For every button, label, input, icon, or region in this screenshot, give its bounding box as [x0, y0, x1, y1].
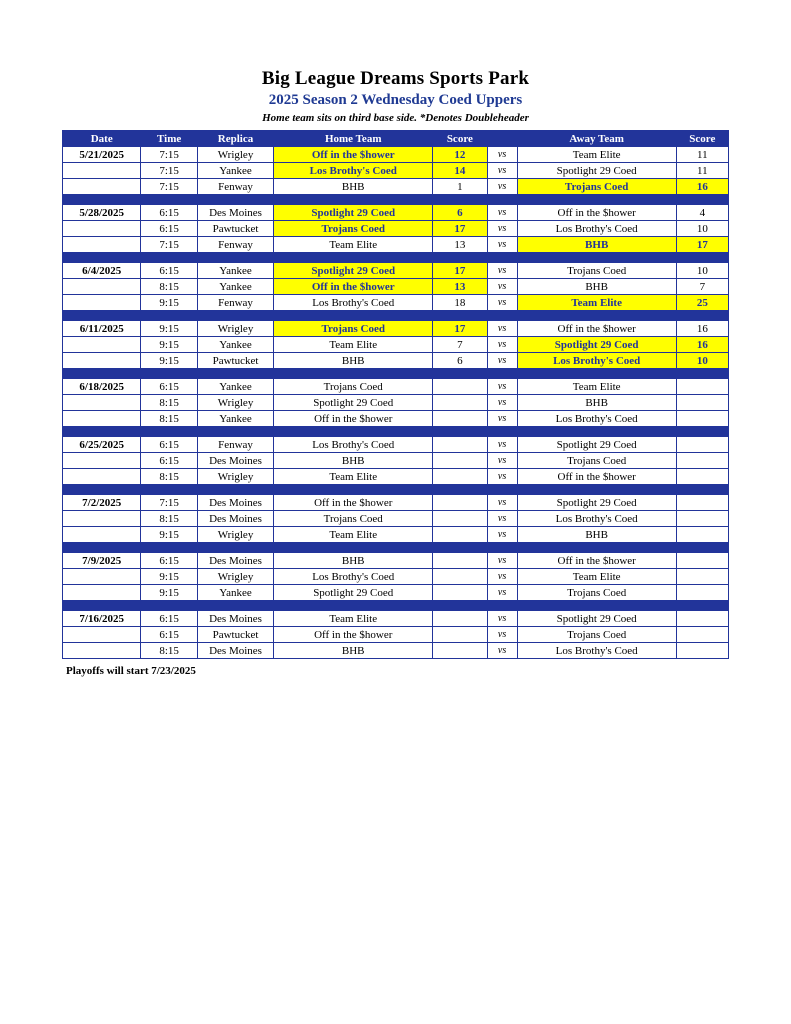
- cell-away-score: [676, 379, 728, 395]
- week-separator-bar: [63, 427, 729, 437]
- table-row: [63, 395, 729, 411]
- cell-away-team: Spotlight 29 Coed: [517, 337, 676, 353]
- cell-replica: Wrigley: [197, 469, 273, 485]
- cell-vs: vs: [487, 469, 517, 485]
- table-row: [63, 453, 729, 469]
- table-row: [63, 627, 729, 643]
- cell-away-score: 16: [676, 321, 728, 337]
- page-title: Big League Dreams Sports Park: [261, 68, 530, 89]
- cell-time: 6:15: [141, 627, 197, 643]
- cell-away-score: [676, 395, 728, 411]
- cell-vs: vs: [487, 221, 517, 237]
- cell-home-team: BHB: [274, 643, 433, 659]
- cell-time: 6:15: [141, 611, 197, 627]
- schedule-table: [62, 130, 729, 659]
- cell-date: 7/16/2025: [63, 611, 141, 627]
- cell-replica: Wrigley: [197, 527, 273, 543]
- cell-away-score: 10: [676, 353, 728, 369]
- cell-time: 9:15: [141, 321, 197, 337]
- cell-date: [63, 237, 141, 253]
- cell-home-team: Team Elite: [274, 337, 433, 353]
- cell-home-team: Team Elite: [274, 611, 433, 627]
- cell-home-score: [433, 569, 487, 585]
- cell-home-team: Off in the $hower: [274, 495, 433, 511]
- cell-away-team: Off in the $hower: [517, 469, 676, 485]
- table-row: [63, 553, 729, 569]
- cell-away-team: Los Brothy's Coed: [517, 643, 676, 659]
- cell-away-team: Trojans Coed: [517, 453, 676, 469]
- cell-replica: Des Moines: [197, 553, 273, 569]
- cell-home-score: [433, 379, 487, 395]
- cell-home-team: BHB: [274, 179, 433, 195]
- cell-home-score: [433, 527, 487, 543]
- cell-home-score: [433, 627, 487, 643]
- cell-away-score: [676, 511, 728, 527]
- cell-away-score: 11: [676, 147, 728, 163]
- cell-replica: Wrigley: [197, 321, 273, 337]
- table-body: [63, 147, 729, 659]
- table-row: [63, 379, 729, 395]
- table-row: [63, 337, 729, 353]
- cell-date: [63, 411, 141, 427]
- table-row: [63, 221, 729, 237]
- cell-vs: vs: [487, 437, 517, 453]
- cell-away-team: Spotlight 29 Coed: [517, 437, 676, 453]
- cell-time: 8:15: [141, 411, 197, 427]
- cell-away-score: [676, 569, 728, 585]
- cell-away-team: BHB: [517, 279, 676, 295]
- table-row: [63, 295, 729, 311]
- week-separator-bar: [63, 311, 729, 321]
- table-row: [63, 527, 729, 543]
- cell-home-score: 1: [433, 179, 487, 195]
- cell-time: 7:15: [141, 179, 197, 195]
- cell-replica: Pawtucket: [197, 221, 273, 237]
- cell-home-team: BHB: [274, 353, 433, 369]
- cell-vs: vs: [487, 453, 517, 469]
- cell-time: 9:15: [141, 585, 197, 601]
- cell-home-score: 6: [433, 205, 487, 221]
- cell-home-score: [433, 553, 487, 569]
- cell-home-team: Spotlight 29 Coed: [274, 205, 433, 221]
- column-header-replica: Replica: [197, 131, 273, 147]
- week-separator: [63, 543, 729, 553]
- cell-replica: Fenway: [197, 237, 273, 253]
- cell-home-score: 13: [433, 279, 487, 295]
- cell-home-score: 7: [433, 337, 487, 353]
- cell-time: 9:15: [141, 353, 197, 369]
- cell-time: 8:15: [141, 511, 197, 527]
- cell-home-score: [433, 395, 487, 411]
- table-row: [63, 179, 729, 195]
- cell-away-score: 10: [676, 263, 728, 279]
- cell-home-score: 17: [433, 221, 487, 237]
- cell-home-team: Spotlight 29 Coed: [274, 263, 433, 279]
- cell-vs: vs: [487, 553, 517, 569]
- cell-time: 6:15: [141, 263, 197, 279]
- cell-time: 9:15: [141, 527, 197, 543]
- cell-home-score: [433, 437, 487, 453]
- table-row: [63, 263, 729, 279]
- cell-home-score: [433, 469, 487, 485]
- page-subtitle: 2025 Season 2 Wednesday Coed Uppers: [268, 92, 523, 108]
- cell-replica: Fenway: [197, 295, 273, 311]
- cell-date: 6/18/2025: [63, 379, 141, 395]
- cell-time: 7:15: [141, 147, 197, 163]
- cell-replica: Yankee: [197, 585, 273, 601]
- cell-time: 6:15: [141, 437, 197, 453]
- cell-date: 5/28/2025: [63, 205, 141, 221]
- cell-home-team: Trojans Coed: [274, 221, 433, 237]
- table-row: [63, 163, 729, 179]
- cell-vs: vs: [487, 179, 517, 195]
- cell-date: [63, 163, 141, 179]
- cell-away-team: Los Brothy's Coed: [517, 353, 676, 369]
- cell-away-team: Spotlight 29 Coed: [517, 495, 676, 511]
- cell-home-team: Los Brothy's Coed: [274, 569, 433, 585]
- cell-vs: vs: [487, 569, 517, 585]
- week-separator-bar: [63, 543, 729, 553]
- cell-date: [63, 295, 141, 311]
- cell-replica: Yankee: [197, 279, 273, 295]
- cell-home-score: 12: [433, 147, 487, 163]
- cell-home-score: 17: [433, 263, 487, 279]
- cell-vs: vs: [487, 321, 517, 337]
- week-separator: [63, 253, 729, 263]
- cell-vs: vs: [487, 279, 517, 295]
- cell-vs: vs: [487, 643, 517, 659]
- cell-date: [63, 337, 141, 353]
- table-row: [63, 469, 729, 485]
- cell-home-team: Team Elite: [274, 527, 433, 543]
- cell-replica: Yankee: [197, 411, 273, 427]
- cell-home-team: Trojans Coed: [274, 321, 433, 337]
- cell-away-score: 7: [676, 279, 728, 295]
- cell-home-score: [433, 611, 487, 627]
- cell-away-team: Trojans Coed: [517, 179, 676, 195]
- cell-away-team: Los Brothy's Coed: [517, 511, 676, 527]
- cell-away-score: 17: [676, 237, 728, 253]
- table-row: [63, 321, 729, 337]
- column-header-home-score: Score: [433, 131, 487, 147]
- cell-home-score: 14: [433, 163, 487, 179]
- cell-vs: vs: [487, 163, 517, 179]
- cell-home-score: [433, 643, 487, 659]
- cell-vs: vs: [487, 511, 517, 527]
- cell-away-score: [676, 495, 728, 511]
- cell-home-team: Team Elite: [274, 469, 433, 485]
- cell-replica: Des Moines: [197, 495, 273, 511]
- cell-replica: Des Moines: [197, 611, 273, 627]
- cell-away-team: BHB: [517, 395, 676, 411]
- cell-date: [63, 279, 141, 295]
- cell-replica: Fenway: [197, 179, 273, 195]
- playoffs-note: Playoffs will start 7/23/2025: [66, 665, 196, 677]
- table-row: [63, 437, 729, 453]
- cell-date: [63, 469, 141, 485]
- week-separator-bar: [63, 195, 729, 205]
- cell-time: 9:15: [141, 295, 197, 311]
- cell-away-score: [676, 627, 728, 643]
- table-row: [63, 569, 729, 585]
- week-separator: [63, 427, 729, 437]
- cell-date: 7/2/2025: [63, 495, 141, 511]
- cell-vs: vs: [487, 237, 517, 253]
- cell-home-team: Off in the $hower: [274, 627, 433, 643]
- cell-home-team: Off in the $hower: [274, 147, 433, 163]
- cell-replica: Des Moines: [197, 511, 273, 527]
- cell-home-team: Team Elite: [274, 237, 433, 253]
- cell-away-team: Team Elite: [517, 569, 676, 585]
- cell-vs: vs: [487, 263, 517, 279]
- cell-home-score: [433, 411, 487, 427]
- cell-home-team: Los Brothy's Coed: [274, 163, 433, 179]
- cell-date: 6/11/2025: [63, 321, 141, 337]
- cell-time: 6:15: [141, 379, 197, 395]
- cell-date: [63, 643, 141, 659]
- column-header-away-score: Score: [676, 131, 728, 147]
- week-separator-bar: [63, 369, 729, 379]
- cell-time: 9:15: [141, 337, 197, 353]
- cell-home-score: 18: [433, 295, 487, 311]
- cell-away-team: Team Elite: [517, 295, 676, 311]
- cell-away-team: Team Elite: [517, 147, 676, 163]
- cell-away-team: Los Brothy's Coed: [517, 411, 676, 427]
- cell-vs: vs: [487, 295, 517, 311]
- header-row: [63, 131, 729, 147]
- cell-date: [63, 453, 141, 469]
- cell-away-score: [676, 611, 728, 627]
- week-separator: [63, 195, 729, 205]
- cell-away-score: 16: [676, 337, 728, 353]
- table-row: [63, 205, 729, 221]
- week-separator: [63, 369, 729, 379]
- cell-time: 6:15: [141, 221, 197, 237]
- cell-away-team: BHB: [517, 237, 676, 253]
- table-row: [63, 643, 729, 659]
- table-row: [63, 279, 729, 295]
- week-separator: [63, 485, 729, 495]
- column-header-time: Time: [141, 131, 197, 147]
- cell-replica: Des Moines: [197, 453, 273, 469]
- cell-replica: Yankee: [197, 337, 273, 353]
- table-row: [63, 353, 729, 369]
- cell-away-score: 11: [676, 163, 728, 179]
- cell-away-score: 4: [676, 205, 728, 221]
- cell-replica: Yankee: [197, 379, 273, 395]
- cell-home-team: Trojans Coed: [274, 511, 433, 527]
- cell-home-team: BHB: [274, 453, 433, 469]
- cell-vs: vs: [487, 527, 517, 543]
- cell-date: [63, 627, 141, 643]
- cell-home-team: Off in the $hower: [274, 279, 433, 295]
- table-row: [63, 495, 729, 511]
- cell-time: 9:15: [141, 569, 197, 585]
- cell-vs: vs: [487, 627, 517, 643]
- cell-away-score: 10: [676, 221, 728, 237]
- cell-home-team: Los Brothy's Coed: [274, 437, 433, 453]
- table-row: [63, 147, 729, 163]
- cell-away-score: [676, 453, 728, 469]
- cell-home-score: 17: [433, 321, 487, 337]
- cell-vs: vs: [487, 147, 517, 163]
- cell-replica: Yankee: [197, 163, 273, 179]
- cell-away-team: Team Elite: [517, 379, 676, 395]
- cell-date: [63, 353, 141, 369]
- cell-time: 6:15: [141, 205, 197, 221]
- cell-time: 8:15: [141, 469, 197, 485]
- cell-replica: Des Moines: [197, 205, 273, 221]
- cell-home-team: Trojans Coed: [274, 379, 433, 395]
- cell-vs: vs: [487, 205, 517, 221]
- week-separator-bar: [63, 485, 729, 495]
- cell-replica: Pawtucket: [197, 627, 273, 643]
- cell-vs: vs: [487, 411, 517, 427]
- cell-date: [63, 585, 141, 601]
- table-row: [63, 411, 729, 427]
- cell-vs: vs: [487, 495, 517, 511]
- cell-away-team: Trojans Coed: [517, 263, 676, 279]
- cell-away-team: Trojans Coed: [517, 627, 676, 643]
- cell-away-score: [676, 527, 728, 543]
- cell-home-score: [433, 585, 487, 601]
- cell-date: [63, 395, 141, 411]
- cell-away-score: [676, 643, 728, 659]
- cell-date: [63, 569, 141, 585]
- cell-date: [63, 179, 141, 195]
- week-separator: [63, 311, 729, 321]
- page-note: Home team sits on third base side. *Denotes Doubleheader: [262, 112, 529, 124]
- cell-away-team: Spotlight 29 Coed: [517, 611, 676, 627]
- cell-time: 8:15: [141, 279, 197, 295]
- cell-replica: Wrigley: [197, 147, 273, 163]
- cell-home-score: 13: [433, 237, 487, 253]
- cell-home-team: BHB: [274, 553, 433, 569]
- cell-away-score: 16: [676, 179, 728, 195]
- cell-time: 7:15: [141, 237, 197, 253]
- column-header-vs: [487, 131, 517, 147]
- cell-away-score: 25: [676, 295, 728, 311]
- column-header-away-team: Away Team: [517, 131, 676, 147]
- cell-time: 7:15: [141, 163, 197, 179]
- cell-time: 6:15: [141, 553, 197, 569]
- cell-time: 8:15: [141, 643, 197, 659]
- cell-home-score: [433, 495, 487, 511]
- cell-replica: Wrigley: [197, 395, 273, 411]
- week-separator-bar: [63, 253, 729, 263]
- cell-date: 6/4/2025: [63, 263, 141, 279]
- cell-date: [63, 221, 141, 237]
- cell-date: [63, 511, 141, 527]
- cell-replica: Pawtucket: [197, 353, 273, 369]
- cell-away-team: Off in the $hower: [517, 321, 676, 337]
- week-separator-bar: [63, 601, 729, 611]
- cell-away-score: [676, 411, 728, 427]
- cell-date: [63, 527, 141, 543]
- cell-vs: vs: [487, 337, 517, 353]
- table-header: [63, 131, 729, 147]
- cell-home-score: [433, 511, 487, 527]
- cell-time: 6:15: [141, 453, 197, 469]
- cell-replica: Fenway: [197, 437, 273, 453]
- cell-away-score: [676, 553, 728, 569]
- cell-away-team: BHB: [517, 527, 676, 543]
- cell-away-score: [676, 585, 728, 601]
- cell-home-score: 6: [433, 353, 487, 369]
- cell-away-score: [676, 469, 728, 485]
- cell-vs: vs: [487, 585, 517, 601]
- cell-home-team: Spotlight 29 Coed: [274, 585, 433, 601]
- cell-vs: vs: [487, 395, 517, 411]
- column-header-date: Date: [63, 131, 141, 147]
- table-row: [63, 237, 729, 253]
- week-separator: [63, 601, 729, 611]
- table-row: [63, 611, 729, 627]
- cell-away-team: Trojans Coed: [517, 585, 676, 601]
- cell-away-team: Off in the $hower: [517, 205, 676, 221]
- cell-date: 6/25/2025: [63, 437, 141, 453]
- cell-vs: vs: [487, 353, 517, 369]
- table-row: [63, 585, 729, 601]
- cell-time: 7:15: [141, 495, 197, 511]
- cell-time: 8:15: [141, 395, 197, 411]
- cell-replica: Yankee: [197, 263, 273, 279]
- cell-home-team: Los Brothy's Coed: [274, 295, 433, 311]
- cell-away-team: Spotlight 29 Coed: [517, 163, 676, 179]
- cell-replica: Des Moines: [197, 643, 273, 659]
- cell-home-score: [433, 453, 487, 469]
- cell-vs: vs: [487, 379, 517, 395]
- cell-date: 7/9/2025: [63, 553, 141, 569]
- cell-home-team: Off in the $hower: [274, 411, 433, 427]
- cell-home-team: Spotlight 29 Coed: [274, 395, 433, 411]
- cell-away-team: Off in the $hower: [517, 553, 676, 569]
- table-row: [63, 511, 729, 527]
- cell-vs: vs: [487, 611, 517, 627]
- column-header-home-team: Home Team: [274, 131, 433, 147]
- cell-away-team: Los Brothy's Coed: [517, 221, 676, 237]
- cell-replica: Wrigley: [197, 569, 273, 585]
- cell-away-score: [676, 437, 728, 453]
- cell-date: 5/21/2025: [63, 147, 141, 163]
